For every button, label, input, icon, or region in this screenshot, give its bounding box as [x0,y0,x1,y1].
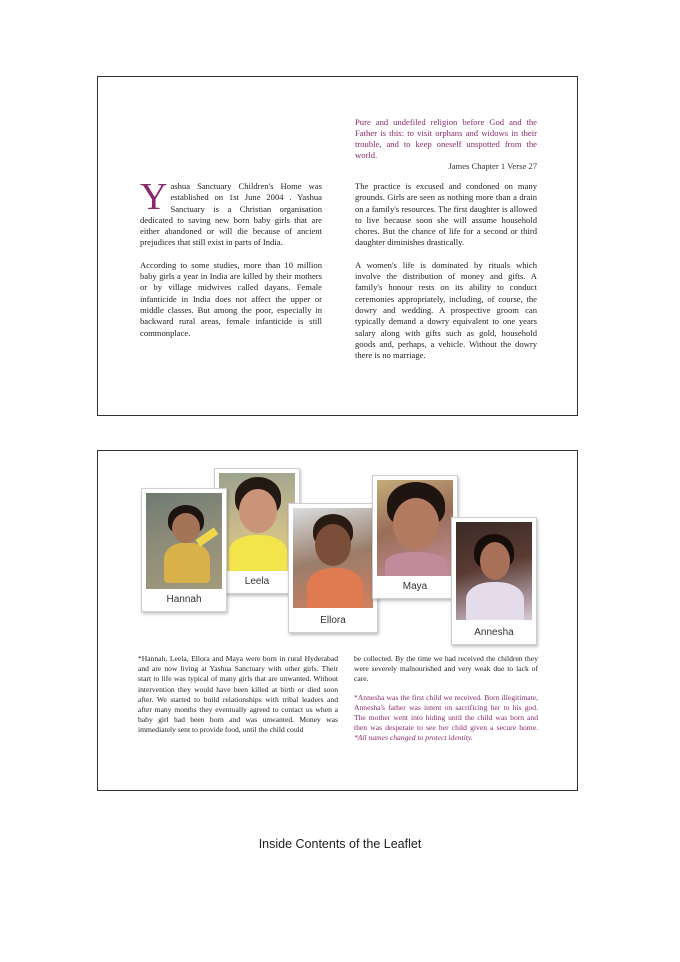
quote-text: Pure and undefiled religion before God and the Father is this: to visit orphans and widows in their trouble, and to keep oneself unspotted from the world. [355,117,537,160]
bible-quote [355,117,537,172]
photo-card-ellora [288,503,378,633]
drop-cap: Y [140,176,168,218]
intro-paragraph [140,176,322,249]
photo-caption: Maya [402,581,428,592]
photo-card-annesha [451,517,537,645]
intro-paragraph-text: ashua Sanctuary Children's Home was established on 1st June 2004 . Yashua Sanctuary is a Christian organisation dedicated to saving new born baby girls that are either abandoned or will die because of ancient prejudices that still exist in parts of India. [140,181,322,248]
children-story-left [138,654,338,744]
practice-paragraph: The practice is excused and condoned on many grounds. Girls are seen as nothing more than a drain on a family's resources. The first daughter is allowed to live because soon she will assume household chores. But the chance of life for a second or third daughter diminishes drastically. [355,181,537,248]
photo-card-hannah [141,488,227,612]
child-photo [219,473,295,571]
page-caption: Inside Contents of the Leaflet [258,837,422,851]
left-text-column [140,176,322,350]
names-changed-note: *All names changed to protect identity. [354,733,473,743]
photo-card-maya [372,475,458,599]
photo-caption: Ellora [320,615,346,626]
leaflet-bottom-panel [97,450,578,791]
child-photo [146,493,222,589]
photo-caption: Annesha [474,627,514,638]
photo-caption: Leela [244,576,270,587]
children-story-right [354,654,538,752]
annesha-story [354,693,538,744]
dowry-paragraph: A women's life is dominated by rituals which involve the distribution of money and gifts. A family's honour rests on its ability to conduct ceremonies appropriately, including, of course, the dowry and wedding. A prospective groom can typically demand a dowry equivalent to one years salary along with gifts such as gold, household goods and, perhaps, a vehicle. Without the dowry there is no marriage. [355,259,537,361]
children-story-text: *Hannah, Leela, Ellora and Maya were born in rural Hyderabad and are now living at Yashua Sanctuary with other girls. Their start to life was typical of many girls that are unwanted. Without intervention they would have been killed at birth or died soon after. We started to build relationships with tribal leaders and after many months they eventually agreed to contact us when a baby girl had been born and was unwanted. Money was immediately sent to provide food, until the child could [138,654,338,735]
right-text-column [355,181,537,372]
child-photo [456,522,532,620]
children-story-continued: be collected. By the time we had received the children they were severely malnourished and very weak due to lack of care. [354,654,538,684]
statistics-paragraph: According to some studies, more than 10 million baby girls a year in India are killed by their mothers or by village midwives called dayans. Female infanticide in India does not affect the upper or middle classes. But among the poor, especially in backward rural areas, female infanticide is still commonplace. [140,259,322,338]
annesha-story-text: *Annesha was the first child we received. Born illegitimate, Annesha's father was intent on sacrificing her to his god. The mother went into hiding until the child was born and then was desperate to see her child given a secure home. [354,692,538,733]
leaflet-top-panel [97,76,578,416]
child-photo [293,508,373,608]
child-photo [377,480,453,576]
quote-reference: James Chapter 1 Verse 27 [448,161,537,171]
photo-caption: Hannah [166,594,202,605]
